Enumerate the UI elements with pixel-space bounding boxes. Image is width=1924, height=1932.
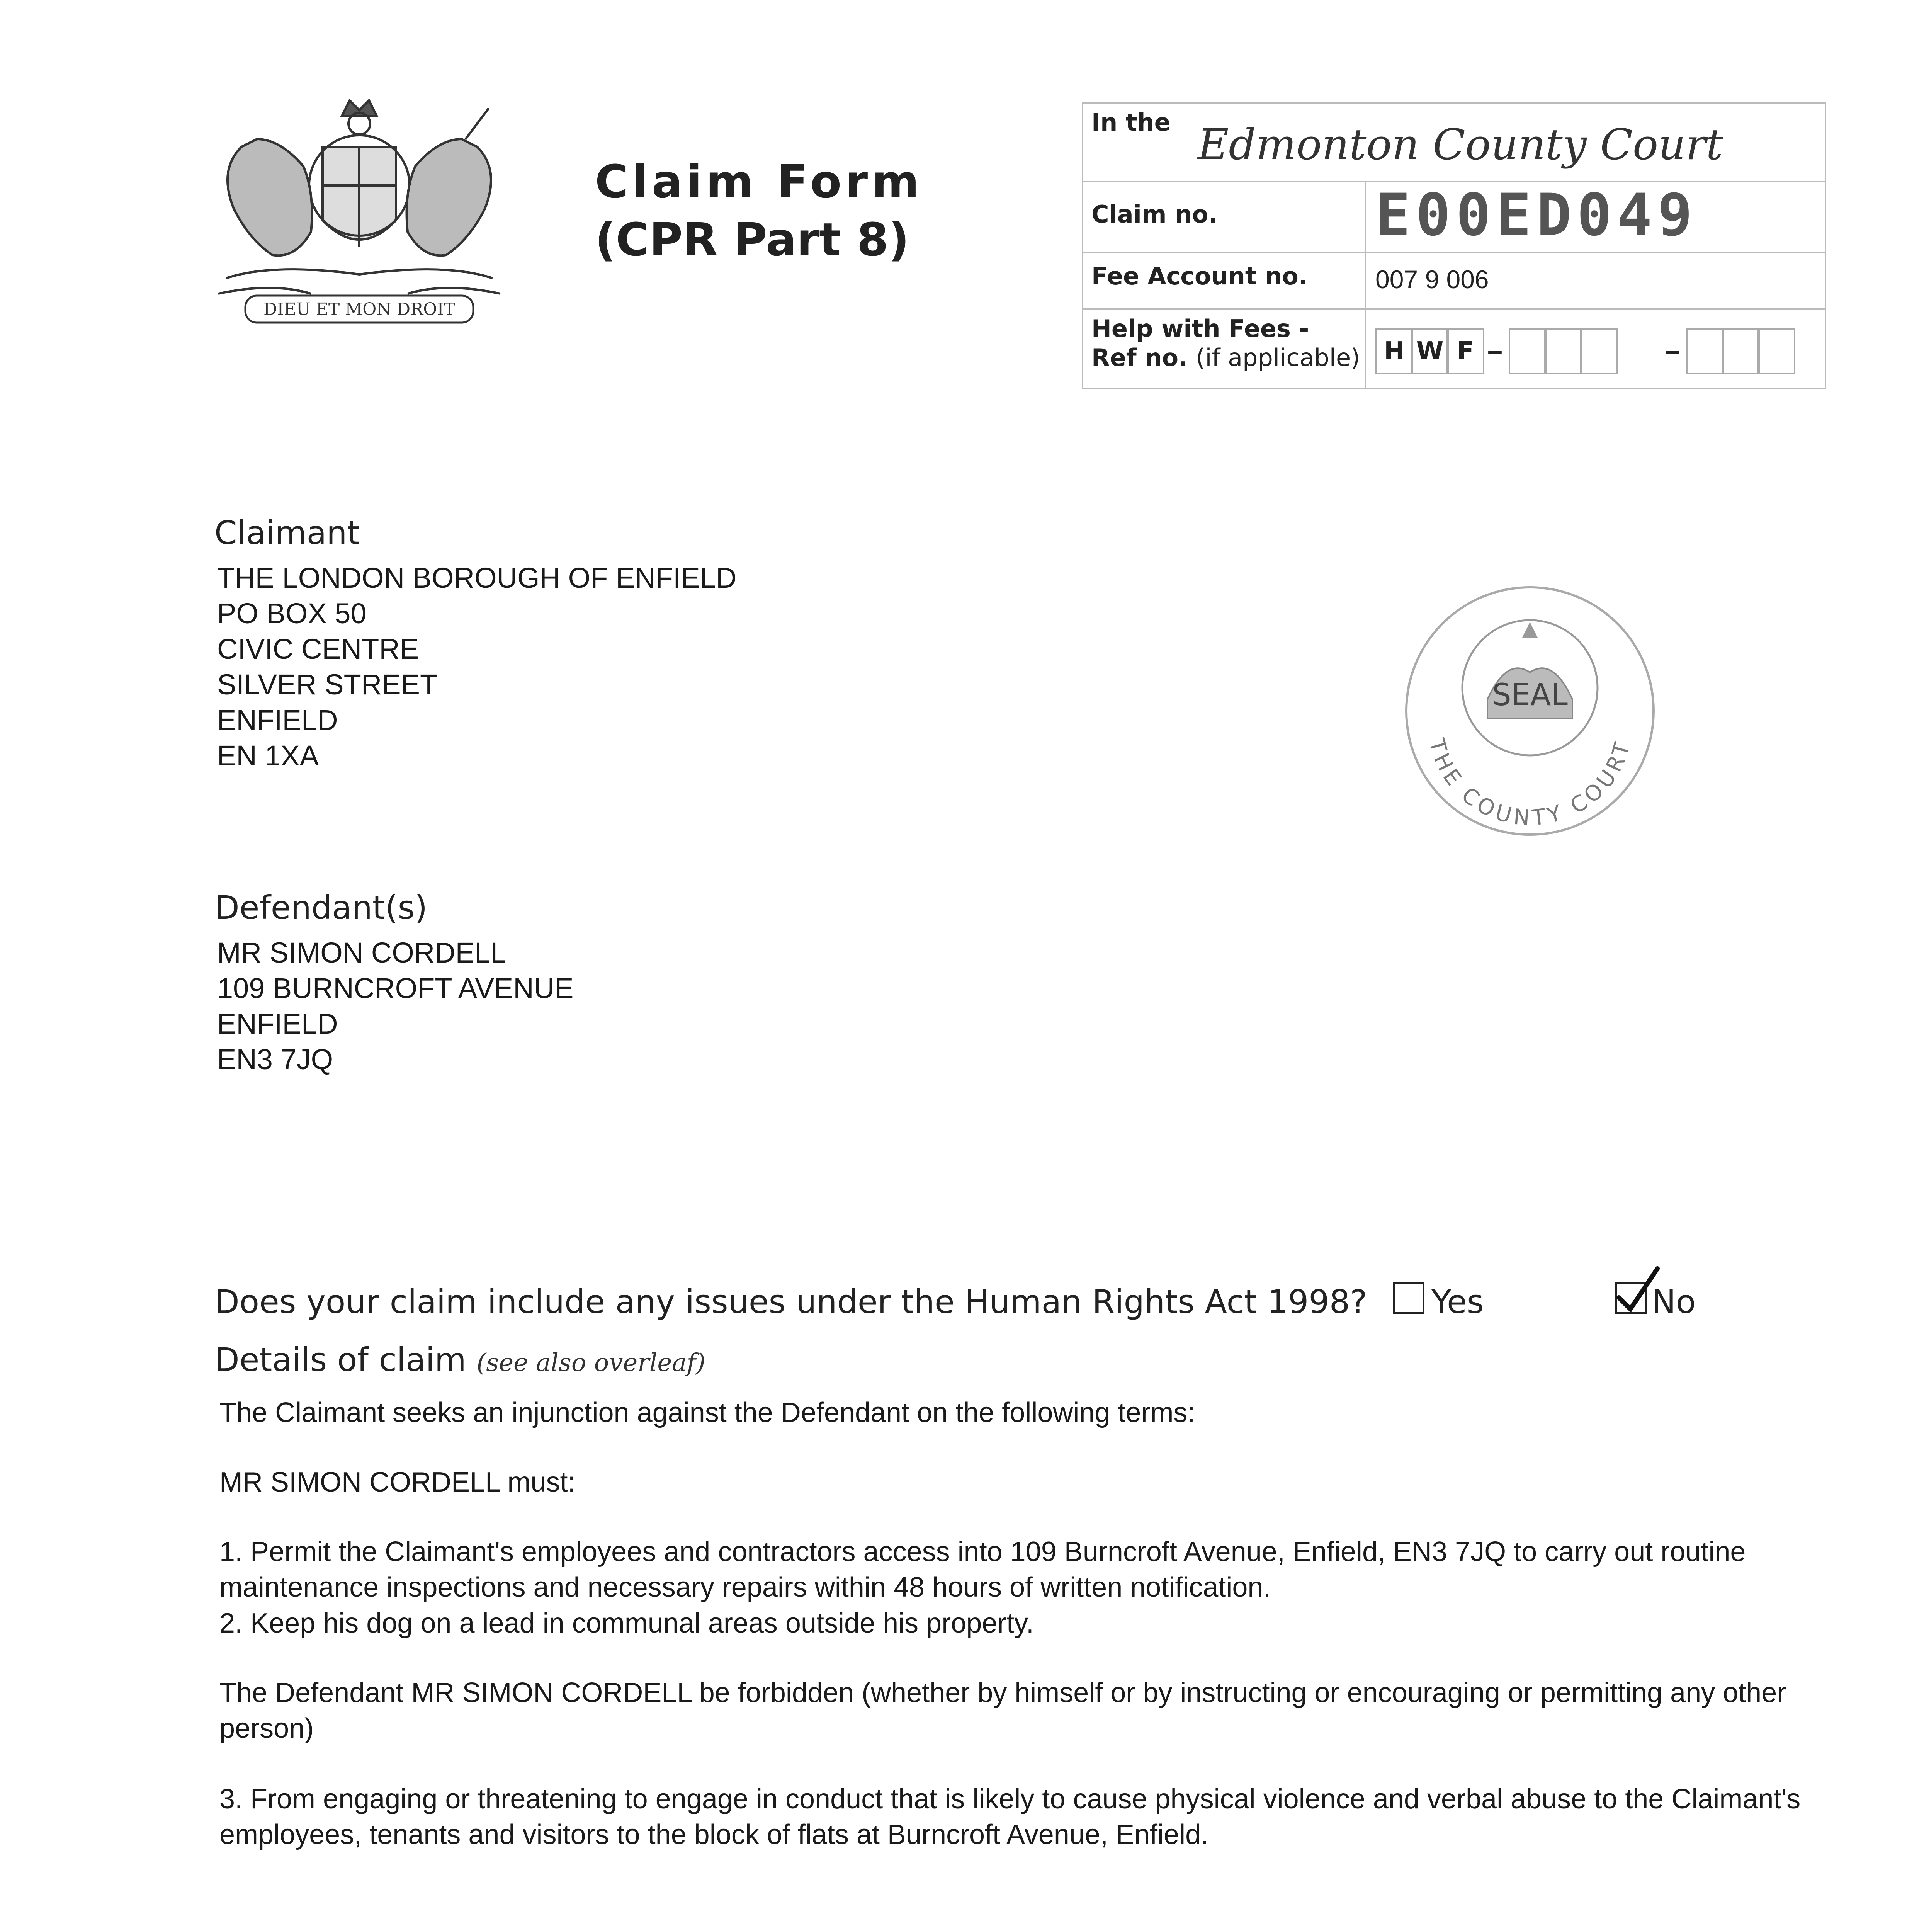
seal-center-text: SEAL	[1492, 678, 1568, 713]
address-line: ENFIELD	[217, 1008, 338, 1040]
claim-number-stamp[interactable]: E00ED049	[1375, 182, 1698, 249]
address-line: EN 1XA	[217, 740, 319, 772]
defendant-address[interactable]	[217, 935, 574, 1077]
hwf-digit-cell[interactable]	[1722, 328, 1760, 374]
details-paragraph: 1. Permit the Claimant's employees and contractors access into 109 Burncroft Avenue, Enfield, EN3 7JQ to carry out routine maintenance inspections and necessary repairs within 48 hours of written notification.	[219, 1536, 1746, 1603]
royal-coat-of-arms-icon	[195, 93, 523, 340]
human-rights-yes-checkbox[interactable]	[1393, 1282, 1424, 1314]
human-rights-no-checkbox[interactable]	[1615, 1282, 1647, 1314]
hwf-letter-cell: W	[1411, 328, 1449, 374]
address-line: SILVER STREET	[217, 668, 438, 701]
hwf-dash: –	[1487, 335, 1502, 365]
hwf-digit-cell[interactable]	[1544, 328, 1582, 374]
address-line: 109 BURNCROFT AVENUE	[217, 972, 574, 1004]
address-line: CIVIC CENTRE	[217, 633, 419, 665]
no-label: No	[1652, 1283, 1696, 1321]
hwf-letter-cell: H	[1375, 328, 1413, 374]
hwf-digit-cell[interactable]	[1686, 328, 1724, 374]
hwf-digit-cell[interactable]	[1509, 328, 1547, 374]
fee-account-label: Fee Account no.	[1091, 262, 1308, 290]
defendant-label: Defendant(s)	[214, 889, 428, 927]
claim-no-label: Claim no.	[1091, 200, 1218, 228]
address-line: MR SIMON CORDELL	[217, 937, 506, 969]
address-line: PO BOX 50	[217, 597, 367, 629]
details-paragraph: The Claimant seeks an injunction against the Defendant on the following terms:	[219, 1397, 1195, 1428]
crest-motto: DIEU ET MON DROIT	[263, 299, 456, 319]
fee-account-number[interactable]: 007 9 006	[1375, 265, 1489, 294]
claimant-label: Claimant	[214, 514, 360, 552]
details-paragraph: 2. Keep his dog on a lead in communal areas outside his property.	[219, 1608, 1034, 1639]
in-the-label: In the	[1091, 108, 1171, 136]
claimant-address[interactable]	[217, 560, 736, 774]
hwf-digit-cell[interactable]	[1757, 328, 1795, 374]
human-rights-question: Does your claim include any issues under the Human Rights Act 1998?	[214, 1283, 1367, 1321]
details-note: (see also overleaf)	[476, 1349, 706, 1377]
hwf-letter-cell: F	[1446, 328, 1484, 374]
address-line: ENFIELD	[217, 704, 338, 736]
hwf-dash: –	[1665, 335, 1680, 365]
hwf-label-line1: Help with Fees -	[1091, 315, 1309, 343]
yes-label: Yes	[1431, 1283, 1484, 1321]
address-line: THE LONDON BOROUGH OF ENFIELD	[217, 562, 737, 594]
hwf-digit-cell[interactable]	[1580, 328, 1618, 374]
details-paragraph: The Defendant MR SIMON CORDELL be forbidden (whether by himself or by instructing or encouraging or permitting any other person)	[219, 1677, 1786, 1744]
court-name-handwritten[interactable]: Edmonton County Court	[1198, 120, 1723, 169]
details-label: Details of claim	[214, 1341, 466, 1379]
hwf-ref-label: Ref no.	[1091, 344, 1188, 372]
title-line-2: (CPR Part 8)	[595, 213, 909, 266]
title-line-1: Claim Form	[595, 155, 923, 208]
hwf-ref-note: (if applicable)	[1196, 344, 1360, 372]
form-title	[595, 153, 923, 269]
details-paragraph: 3. From engaging or threatening to engage in conduct that is likely to cause physical violence and verbal abuse to the Claimant's employees, tenants and visitors to the block of flats at Burncroft Avenue, Enfield.	[219, 1784, 1801, 1850]
seal-ring-text: THE COUNTY COURT	[1424, 736, 1636, 831]
address-line: EN3 7JQ	[217, 1043, 333, 1075]
county-court-seal-icon	[1391, 572, 1669, 850]
details-of-claim-header	[214, 1341, 705, 1379]
details-paragraph: MR SIMON CORDELL must:	[219, 1467, 576, 1498]
hwf-label	[1091, 314, 1360, 372]
